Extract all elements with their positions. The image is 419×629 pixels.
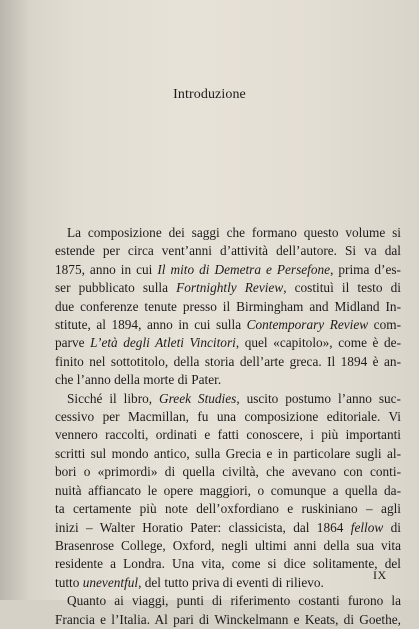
text-segment: due conferenze tenute presso il Birmingham and Midland In- (55, 298, 401, 314)
page-number: IX (373, 568, 387, 582)
italic-text: Fortnightly Review (176, 280, 284, 296)
text-line (55, 500, 401, 518)
text-line (55, 555, 401, 573)
text-line (55, 261, 401, 279)
text-line (55, 371, 401, 389)
text-line (55, 574, 401, 592)
text-segment: scritti sul mondo antico, sulla Grecia e in particolare sugli al- (55, 445, 401, 461)
text-line (55, 519, 401, 537)
italic-text: Contemporary Review (246, 317, 369, 333)
text-line (55, 408, 401, 426)
text-segment: estende per circa vent’anni d’attività dell’autore. Si va dal (55, 243, 401, 259)
italic-text: fellow (350, 519, 384, 535)
text-line (55, 482, 401, 500)
text-segment: Francia e l’Italia. Al pari di Winckelmann e Keats, di Goethe, (55, 611, 401, 627)
text-line (55, 390, 401, 408)
paragraph (55, 592, 401, 629)
text-line (55, 592, 401, 610)
text-segment: ta certamente più note dell’oxfordiano e ruskiniano – agli (55, 501, 401, 517)
chapter-title: Introduzione (173, 87, 246, 102)
text-segment: , del tutto priva di eventi di rilievo. (138, 574, 324, 590)
text-segment: , costituì il testo di (283, 280, 401, 296)
text-segment: bori o «primordi» di quella civiltà, che avevano con conti- (55, 464, 401, 480)
text-segment: residente a Londra. Una vita, come si dice solitamente, del (55, 556, 401, 572)
text-segment: , prima d’es- (330, 261, 401, 277)
text-line (55, 426, 401, 444)
text-segment: vennero raccolti, ordinati e fatti conoscere, i più importanti (55, 427, 401, 443)
text-line (55, 298, 401, 316)
text-segment: stitute, al 1894, anno in cui sulla (55, 317, 247, 333)
text-segment: parve (55, 335, 91, 351)
text-segment: nuità affiancato le opere maggiori, o comunque a quella da- (55, 482, 401, 498)
text-segment: com- (368, 317, 401, 333)
text-line (55, 463, 401, 481)
text-line (55, 611, 401, 629)
text-line (55, 445, 401, 463)
italic-text: L’età degli Atleti Vincitori (90, 335, 236, 351)
text-segment: che l’anno della morte di Pater. (55, 372, 222, 388)
italic-text: uneventful (82, 574, 139, 590)
text-segment: Sicché il libro, (67, 390, 160, 406)
text-segment: , uscito postumo l’anno suc- (236, 390, 401, 406)
body-text (55, 224, 401, 629)
text-segment: 1875, anno in cui (55, 261, 158, 277)
text-line (55, 537, 401, 555)
text-segment: ser pubblicato sulla (55, 280, 177, 296)
italic-text: Greek Studies (159, 390, 237, 406)
text-segment: Brasenrose College, Oxford, negli ultimi anni della sua vita (55, 537, 401, 553)
text-segment: La composizione dei saggi che formano questo volume si (67, 225, 401, 240)
text-segment: cessivo per Macmillan, fu una composizione editoriale. Vi (55, 409, 401, 425)
text-segment: tutto (55, 574, 83, 590)
text-line (55, 316, 401, 334)
text-segment: , quel «capitolo», come è de- (235, 335, 402, 351)
text-segment: Quanto ai viaggi, punti di riferimento costanti furono la (67, 593, 401, 609)
text-line (55, 353, 401, 371)
text-line (55, 334, 401, 352)
text-line (55, 279, 401, 297)
text-line (55, 242, 401, 260)
italic-text: Il mito di Demetra e Persefone (157, 261, 331, 277)
text-segment: inizi – Walter Horatio Pater: classicista, dal 1864 (55, 519, 351, 535)
text-segment: finito nel sottotitolo, della storia dell’arte greca. Il 1894 è an- (55, 353, 401, 369)
text-line (55, 224, 401, 242)
text-segment: di (383, 519, 401, 535)
paragraph (55, 224, 401, 390)
paragraph (55, 390, 401, 592)
